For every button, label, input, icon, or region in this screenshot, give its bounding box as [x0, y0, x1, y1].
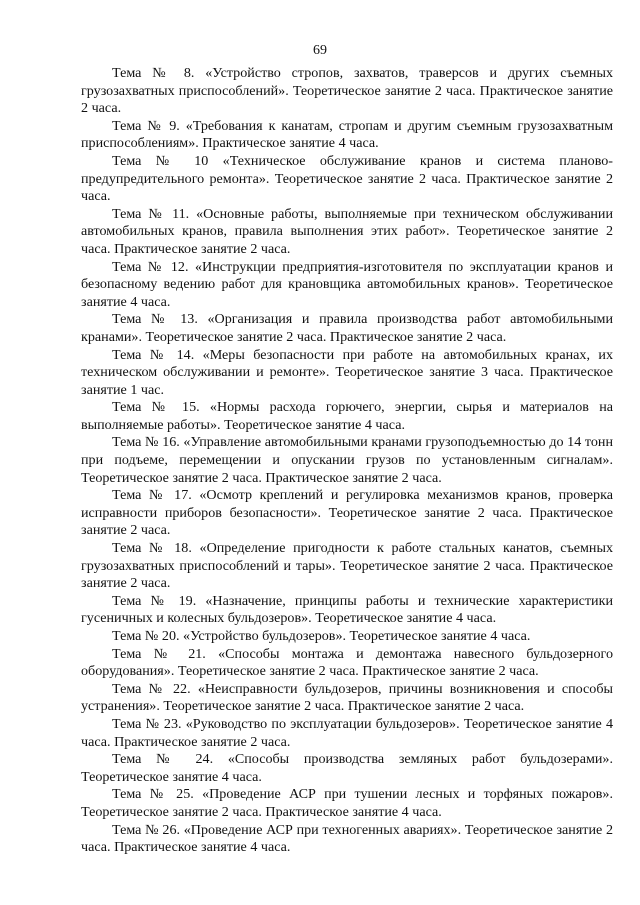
- document-body: [81, 65, 613, 857]
- paragraph-topic-20: Тема № 20. «Устройство бульдозеров». Теоретическое занятие 4 часа.: [112, 628, 531, 644]
- paragraph-topic-25: Тема № 25. «Проведение АСР при тушении лесных и торфяных пожаров». Теоретическое занятие 2 часа. Практическое занятие 4 часа.: [81, 786, 613, 820]
- paragraph-topic-18: Тема № 18. «Определение пригодности к работе стальных канатов, съемных грузозахватных приспособлений и тары». Теоретическое занятие 2 часа. Практическое занятие 2 часа.: [81, 540, 613, 592]
- paragraph-topic-13: Тема № 13. «Организация и правила производства работ автомобильными кранами». Теоретическое занятие 2 часа. Практическое занятие 2 часа.: [81, 311, 613, 345]
- paragraph-topic-19: Тема № 19. «Назначение, принципы работы и технические характеристики гусеничных и колесных бульдозеров». Теоретическое занятие 4 часа.: [81, 592, 613, 627]
- paragraph-topic-14: Тема № 14. «Меры безопасности при работе на автомобильных кранах, их техническом обслуживании и ремонте». Теоретическое занятие 3 часа. Практическое занятие 1 час.: [81, 346, 613, 398]
- paragraph-topic-12: Тема № 12. «Инструкции предприятия-изготовителя по эксплуатации кранов и безопасному ведению работ для крановщика автомобильных кранов». Теоретическое занятие 4 часа.: [81, 258, 613, 310]
- paragraph-topic-23: Тема № 23. «Руководство по эксплуатации бульдозеров». Теоретическое занятие 4 часа. Практическое занятие 2 часа.: [81, 715, 613, 750]
- paragraph-topic-17: Тема № 17. «Осмотр креплений и регулировка механизмов кранов, проверка исправности приборов безопасности». Теоретическое занятие 2 часа. Практическое занятие 2 часа.: [81, 487, 613, 539]
- paragraph-topic-24: Тема № 24. «Способы производства земляных работ бульдозерами». Теоретическое занятие 4 часа.: [81, 751, 613, 785]
- paragraph-topic-26: Тема № 26. «Проведение АСР при техногенных авариях». Теоретическое занятие 2 часа. Практическое занятие 4 часа.: [81, 821, 613, 856]
- paragraph-topic-21: Тема № 21. «Способы монтажа и демонтажа навесного бульдозерного оборудования». Теоретическое занятие 2 часа. Практическое занятие 2 часа.: [81, 645, 613, 680]
- paragraph-topic-8: Тема № 8. «Устройство стропов, захватов, траверсов и других съемных грузозахватных приспособлений». Теоретическое занятие 2 часа. Практическое занятие 2 часа.: [81, 65, 613, 117]
- paragraph-topic-15: Тема № 15. «Нормы расхода горючего, энергии, сырья и материалов на выполняемые работы». Теоретическое занятие 4 часа.: [81, 399, 613, 433]
- paragraph-topic-11: Тема № 11. «Основные работы, выполняемые при техническом обслуживании автомобильных кранов, правила выполнения этих работ». Теоретическое занятие 2 часа. Практическое занятие 2 часа.: [81, 205, 613, 257]
- paragraph-topic-10: Тема № 10 «Техническое обслуживание кранов и система планово-предупредительного ремонта». Теоретическое занятие 2 часа. Практическое занятие 2 часа.: [81, 152, 613, 205]
- page-number: 69: [313, 43, 327, 58]
- paragraph-topic-9: Тема № 9. «Требования к канатам, стропам и другим съемным грузозахватным приспособлениям». Практическое занятие 4 часа.: [81, 117, 613, 152]
- paragraph-topic-16: Тема № 16. «Управление автомобильными кранами грузоподъемностью до 14 тонн при подъеме, перемещении и опускании грузов по установленным сигналам». Теоретическое занятие 2 часа. Практическое занятие 2 часа.: [81, 434, 613, 486]
- paragraph-topic-22: Тема № 22. «Неисправности бульдозеров, причины возникновения и способы устранения». Теоретическое занятие 2 часа. Практическое занятие 2 часа.: [81, 680, 613, 715]
